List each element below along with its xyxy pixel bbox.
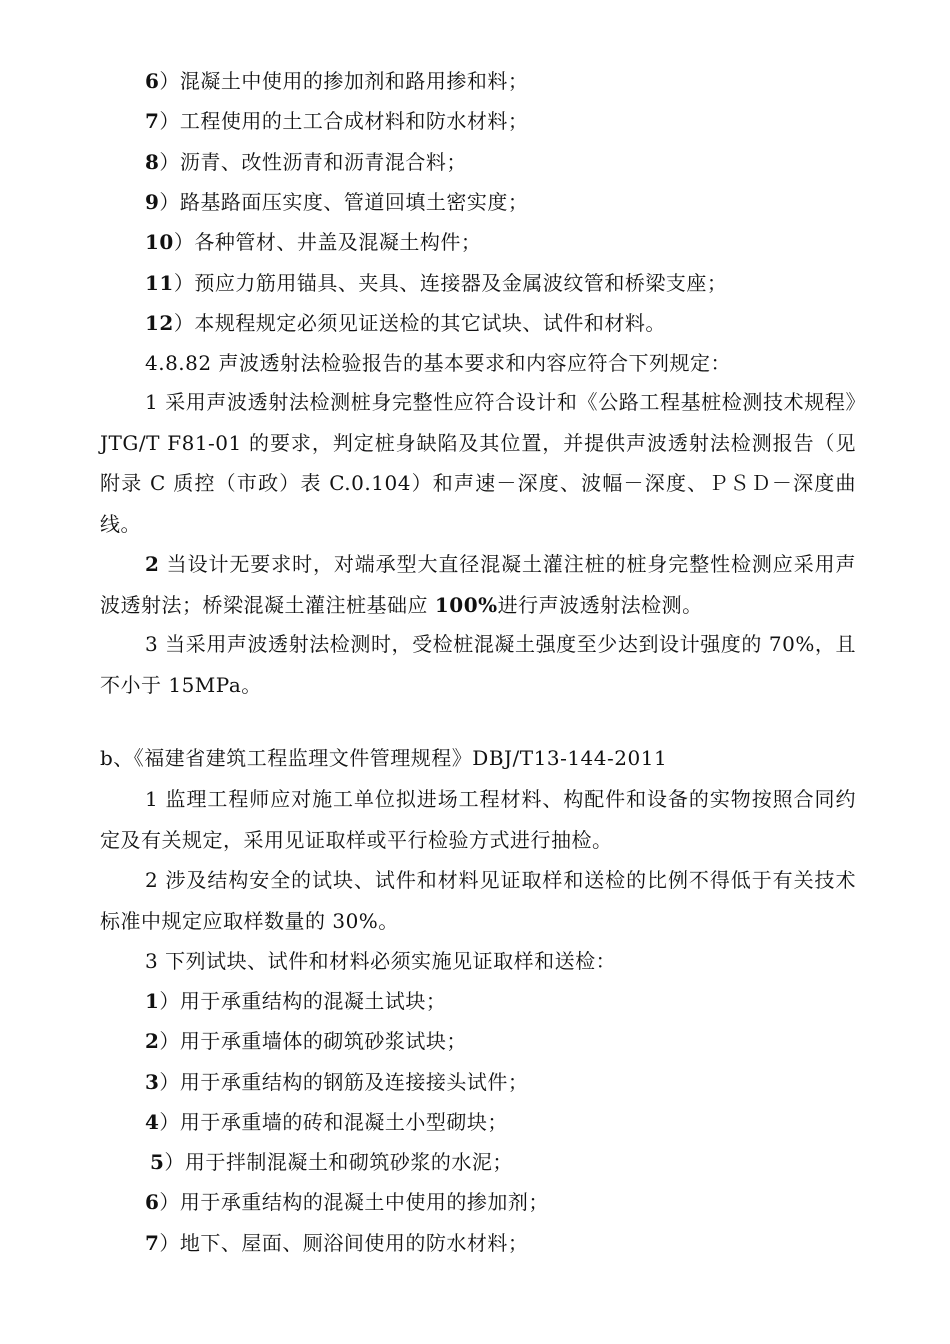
paragraph: 1 采用声波透射法检测桩身完整性应符合设计和《公路工程基桩检测技术规程》JTG/T F81-01 的要求，判定桩身缺陷及其位置，并提供声波透射法检测报告（见附录 C 质控（市政）表 C.0.104）和声速－深度、波幅－深度、ＰＳＤ－深度曲线。 [100,390,856,536]
list-item: 3）用于承重结构的钢筋及连接接头试件； [145,1070,529,1094]
list-item: 7）工程使用的土工合成材料和防水材料； [145,109,529,133]
paragraph: 1 监理工程师应对施工单位拟进场工程材料、构配件和设备的实物按照合同约定及有关规定，采用见证取样或平行检验方式进行抽检。 [100,787,856,852]
list-item: 10）各种管材、井盖及混凝土构件； [145,230,482,254]
paragraph: 3 当采用声波透射法检测时，受检桩混凝土强度至少达到设计强度的 70%，且不小于 15MPa。 [100,632,856,697]
list-item: 8）沥青、改性沥青和沥青混合料； [145,150,467,174]
list-item: 2）用于承重墙体的砌筑砂浆试块； [145,1029,467,1053]
list-item: 5）用于拌制混凝土和砌筑砂浆的水泥； [150,1150,513,1174]
list-item: 6）用于承重结构的混凝土中使用的掺加剂； [145,1190,549,1214]
list-item: 1）用于承重结构的混凝土试块； [145,989,447,1013]
clause-heading: 4.8.82 声波透射法检验报告的基本要求和内容应符合下列规定： [145,351,731,375]
list-item: 11）预应力筋用锚具、夹具、连接器及金属波纹管和桥梁支座； [145,271,728,295]
list-item: 4）用于承重墙的砖和混凝土小型砌块； [145,1110,508,1134]
paragraph: 2 涉及结构安全的试块、试件和材料见证取样和送检的比例不得低于有关技术标准中规定应取样数量的 30%。 [100,868,856,933]
list-item: 7）地下、屋面、厕浴间使用的防水材料； [145,1231,529,1255]
list-item: 9）路基路面压实度、管道回填土密实度； [145,190,529,214]
paragraph: 3 下列试块、试件和材料必须实施见证取样和送检： [145,949,617,973]
list-item: 6）混凝土中使用的掺加剂和路用掺和料； [145,69,529,93]
paragraph: 2 当设计无要求时，对端承型大直径混凝土灌注桩的桩身完整性检测应采用声波透射法；桥梁混凝土灌注桩基础应 100%进行声波透射法检测。 [100,552,856,617]
section-title: b、《福建省建筑工程监理文件管理规程》DBJ/T13-144-2011 [100,746,668,770]
list-item: 12）本规程规定必须见证送检的其它试块、试件和材料。 [145,311,666,335]
